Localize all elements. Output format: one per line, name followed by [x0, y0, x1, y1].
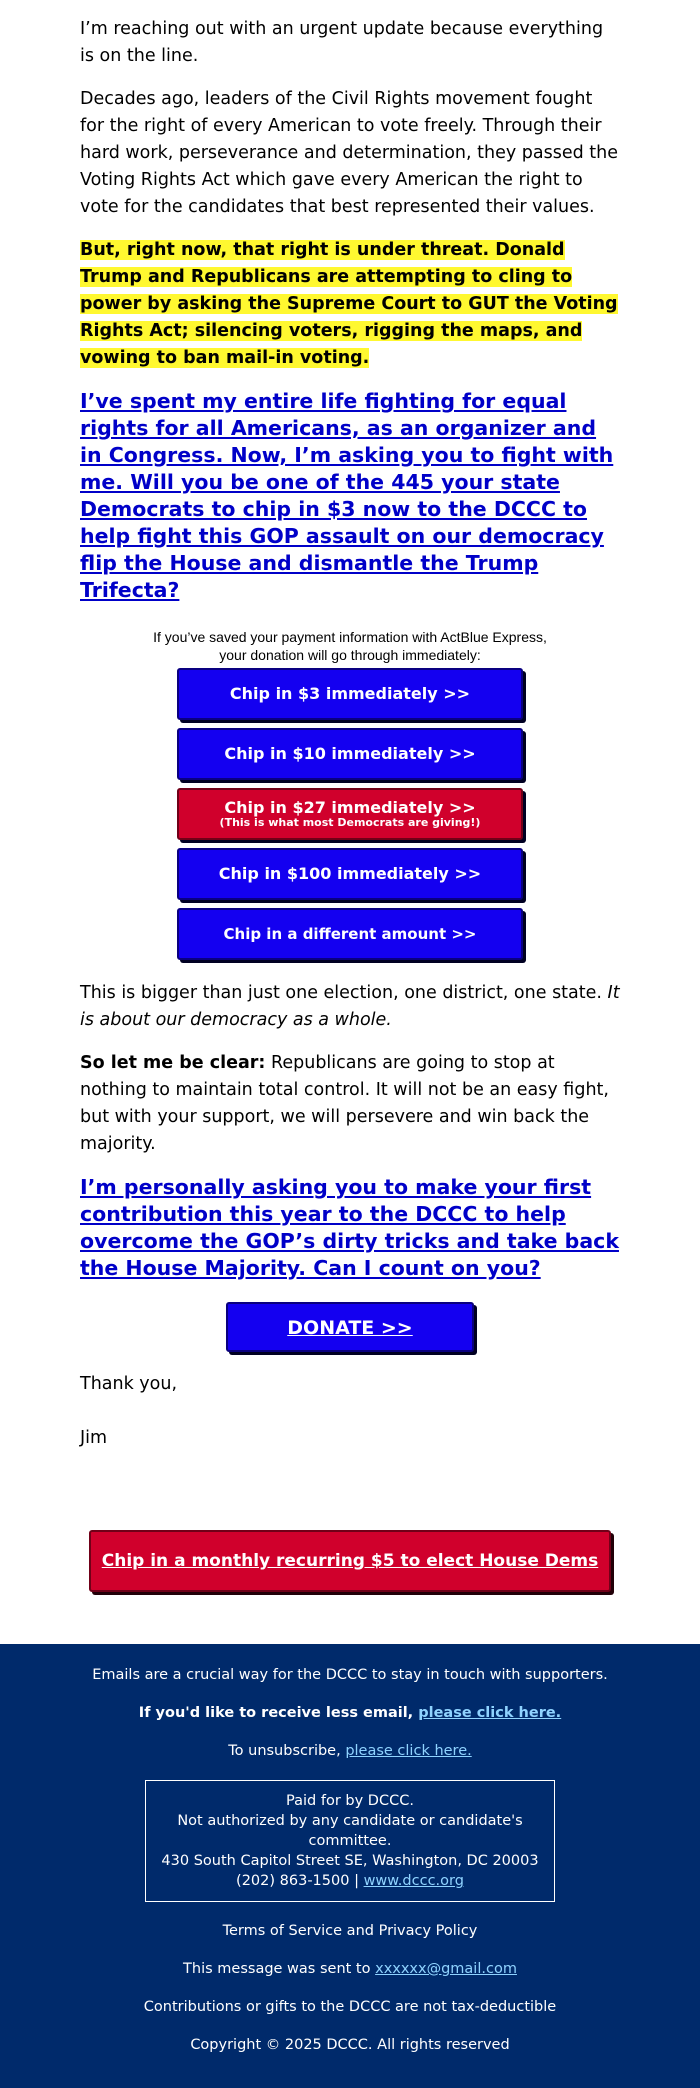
paid-for-box [145, 1780, 555, 1902]
actblue-note-line1: If you’ve saved your payment information with ActBlue Express, [153, 629, 547, 645]
paid-line-4 [146, 1871, 554, 1891]
chip-other-amount-button[interactable]: Chip in a different amount >> [177, 908, 523, 960]
actblue-note-line2: your donation will go through immediately: [219, 647, 481, 663]
clear-text: Republicans are going to stop at nothing to maintain total control. It will not be an easy fight, but with your support, we will persevere and win back the majority. [80, 1053, 609, 1154]
chip-27-label: Chip in $27 immediately >> [224, 798, 476, 817]
bigger-italic: It is about our democracy as a whole. [80, 983, 620, 1030]
tax-note: Contributions or gifts to the DCCC are not tax-deductible [143, 1999, 557, 2015]
copyright: Copyright © 2025 DCCC. All rights reserved [190, 2037, 510, 2053]
unsubscribe-link[interactable]: please click here. [345, 1743, 472, 1759]
monthly-recurring-button[interactable]: Chip in a monthly recurring $5 to elect House Dems >> [89, 1530, 611, 1592]
clear-bold: So let me be clear: [80, 1053, 266, 1073]
chip-3-button[interactable]: Chip in $3 immediately >> [177, 668, 523, 720]
first-contribution-link[interactable]: I’m personally asking you to make your first contribution this year to the DCCC to help overcome the GOP’s dirty tricks and take back the House Majority. Can I count on you? [80, 1175, 619, 1280]
less-email-text: If you'd like to receive less email, [138, 1705, 419, 1721]
bigger-text: This is bigger than just one election, one district, one state. [80, 983, 608, 1003]
intro-paragraph: I’m reaching out with an urgent update because everything is on the line. [80, 19, 604, 66]
chip-27-sublabel: (This is what most Democrats are giving!) [219, 816, 481, 829]
sent-to-text: This message was sent to [183, 1961, 376, 1977]
paid-line-2: Not authorized by any candidate or candidate's committee. [177, 1813, 523, 1849]
chip-27-button[interactable] [177, 788, 523, 840]
clear-paragraph [80, 1050, 620, 1158]
threat-highlight: But, right now, that right is under threat. Donald Trump and Republicans are attempting to cling to power by asking the Supreme Court to GUT the Voting Rights Act; silencing voters, rigging the maps, and vowing to ban mail-in voting. [80, 240, 618, 368]
chip-100-button[interactable]: Chip in $100 immediately >> [177, 848, 523, 900]
paid-phone: (202) 863-1500 | [236, 1873, 364, 1889]
sent-to-line [0, 1960, 700, 1978]
unsubscribe-line [0, 1742, 700, 1760]
actblue-note [80, 628, 620, 664]
footer [0, 1644, 700, 2088]
less-email-line [0, 1704, 700, 1722]
donate-button[interactable]: DONATE >> [226, 1302, 474, 1352]
dccc-site-link[interactable]: www.dccc.org [363, 1873, 464, 1889]
chip-10-button[interactable]: Chip in $10 immediately >> [177, 728, 523, 780]
paid-line-3: 430 South Capitol Street SE, Washington, DC 20003 [161, 1853, 539, 1869]
signature: Jim [80, 1428, 108, 1448]
thank-you: Thank you, [80, 1374, 178, 1394]
bigger-paragraph [80, 980, 620, 1034]
history-paragraph: Decades ago, leaders of the Civil Rights movement fought for the right of every American to vote freely. Through their hard work, perseverance and determination, they passed the Voting Rights Act which gave every American the right to vote for the candidates that best represented their values. [80, 89, 618, 217]
less-email-link[interactable]: please click here. [418, 1705, 562, 1721]
emails-note: Emails are a crucial way for the DCCC to stay in touch with supporters. [92, 1667, 608, 1683]
threat-paragraph [80, 237, 620, 372]
email-body [80, 0, 620, 1450]
paid-line-1: Paid for by DCCC. [286, 1793, 414, 1809]
unsubscribe-text: To unsubscribe, [228, 1743, 346, 1759]
recipient-email-link[interactable]: xxxxxx@gmail.com [375, 1961, 517, 1977]
terms-line: Terms of Service and Privacy Policy [222, 1923, 478, 1939]
fight-with-me-link[interactable]: I’ve spent my entire life fighting for equal rights for all Americans, as an organizer and in Congress. Now, I’m asking you to fight with me. Will you be one of the 445 your state Democrats to chip in $3 now to the DCCC to help fight this GOP assault on our democracy flip the House and dismantle the Trump Trifecta? [80, 389, 614, 602]
